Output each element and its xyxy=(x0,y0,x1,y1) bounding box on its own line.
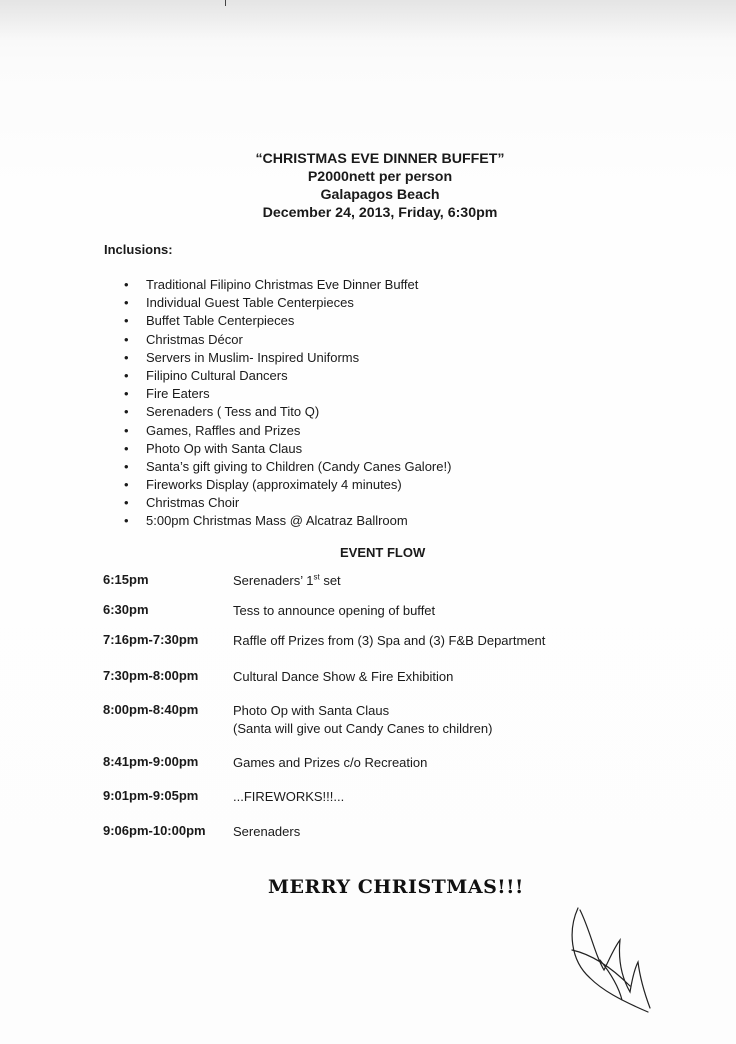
schedule-description xyxy=(233,668,453,686)
inclusion-item xyxy=(124,294,451,312)
inclusions-list xyxy=(124,276,451,531)
inclusion-item xyxy=(124,385,451,403)
schedule-time: 6:15pm xyxy=(103,572,149,587)
inclusion-item xyxy=(124,276,451,294)
schedule-description-note: (Santa will give out Candy Canes to children) xyxy=(233,721,493,736)
schedule-description-text: Games and Prizes c/o Recreation xyxy=(233,755,428,770)
inclusion-item xyxy=(124,476,451,494)
scan-mark xyxy=(225,0,226,6)
inclusion-item xyxy=(124,440,451,458)
schedule-description xyxy=(233,572,341,590)
bullet-icon: • xyxy=(124,495,129,511)
inclusion-text: Fire Eaters xyxy=(146,386,210,402)
schedule-description xyxy=(233,632,545,650)
schedule-time: 9:06pm-10:00pm xyxy=(103,823,206,838)
signature-icon xyxy=(560,900,660,1020)
schedule-time: 7:30pm-8:00pm xyxy=(103,668,199,683)
bullet-icon: • xyxy=(124,458,129,474)
bullet-icon: • xyxy=(124,349,129,365)
bullet-icon: • xyxy=(124,404,129,420)
bullet-icon: • xyxy=(124,277,129,292)
inclusion-text: 5:00pm Christmas Mass @ Alcatraz Ballroom xyxy=(146,513,408,529)
inclusion-item xyxy=(124,403,451,421)
schedule-description xyxy=(233,602,435,620)
bullet-icon: • xyxy=(124,513,129,529)
inclusion-text: Christmas Choir xyxy=(146,495,240,511)
schedule-description-text: ...FIREWORKS!!!... xyxy=(233,789,345,804)
schedule-description-text: Photo Op with Santa Claus xyxy=(233,703,390,718)
schedule-description-text: Serenaders xyxy=(233,824,301,839)
bullet-icon: • xyxy=(124,295,129,311)
inclusion-text: Christmas Décor xyxy=(146,331,243,347)
bullet-icon: • xyxy=(124,422,129,438)
inclusion-item xyxy=(124,458,451,476)
schedule-description-text: Tess to announce opening of buffet xyxy=(233,603,436,618)
inclusion-text: Games, Raffles and Prizes xyxy=(146,422,301,438)
merry-christmas-greeting: MERRY CHRISTMAS!!! xyxy=(268,876,524,898)
event-price: P2000nett per person xyxy=(307,169,453,185)
schedule-time: 8:00pm-8:40pm xyxy=(103,702,199,717)
inclusion-item xyxy=(124,512,451,530)
inclusion-item xyxy=(124,494,451,512)
event-header xyxy=(150,150,610,222)
schedule-description-text: Raffle off Prizes from (3) Spa and (3) F&B Department xyxy=(233,633,546,648)
inclusion-text: Filipino Cultural Dancers xyxy=(146,367,288,383)
event-flow-heading: EVENT FLOW xyxy=(340,545,426,560)
schedule-description xyxy=(233,788,344,806)
event-title: “CHRISTMAS EVE DINNER BUFFET” xyxy=(255,151,505,167)
schedule-description-text: Serenaders’ 1 xyxy=(233,573,314,588)
ordinal-suffix: st xyxy=(313,572,320,582)
bullet-icon: • xyxy=(124,477,129,493)
inclusions-heading: Inclusions: xyxy=(104,242,173,257)
bullet-icon: • xyxy=(124,313,129,329)
inclusion-item xyxy=(124,349,451,367)
inclusion-text: Individual Guest Table Centerpieces xyxy=(146,295,354,311)
schedule-time: 6:30pm xyxy=(103,602,149,617)
bullet-icon: • xyxy=(124,386,129,402)
bullet-icon: • xyxy=(124,367,129,383)
schedule-description xyxy=(233,754,427,772)
scan-shadow xyxy=(0,0,736,40)
bullet-icon: • xyxy=(124,440,129,456)
bullet-icon: • xyxy=(124,331,129,347)
schedule-description-text: Cultural Dance Show & Fire Exhibition xyxy=(233,669,454,684)
inclusion-text: Serenaders ( Tess and Tito Q) xyxy=(146,404,320,420)
inclusion-item xyxy=(124,312,451,330)
inclusion-text: Servers in Muslim- Inspired Uniforms xyxy=(146,349,360,365)
inclusion-text: Fireworks Display (approximately 4 minutes) xyxy=(146,477,402,493)
schedule-description xyxy=(233,823,300,841)
event-date: December 24, 2013, Friday, 6:30pm xyxy=(262,205,498,221)
schedule-description-tail: set xyxy=(319,573,341,588)
inclusion-text: Traditional Filipino Christmas Eve Dinner Buffet xyxy=(146,277,419,292)
inclusion-item xyxy=(124,422,451,440)
schedule-description xyxy=(233,702,492,738)
inclusion-item xyxy=(124,331,451,349)
inclusion-text: Santa’s gift giving to Children (Candy Canes Galore!) xyxy=(146,458,452,474)
schedule-time: 8:41pm-9:00pm xyxy=(103,754,199,769)
schedule-time: 7:16pm-7:30pm xyxy=(103,632,199,647)
event-venue: Galapagos Beach xyxy=(320,187,440,203)
inclusion-item xyxy=(124,367,451,385)
schedule-time: 9:01pm-9:05pm xyxy=(103,788,199,803)
inclusion-text: Buffet Table Centerpieces xyxy=(146,313,295,329)
inclusion-text: Photo Op with Santa Claus xyxy=(146,440,303,456)
